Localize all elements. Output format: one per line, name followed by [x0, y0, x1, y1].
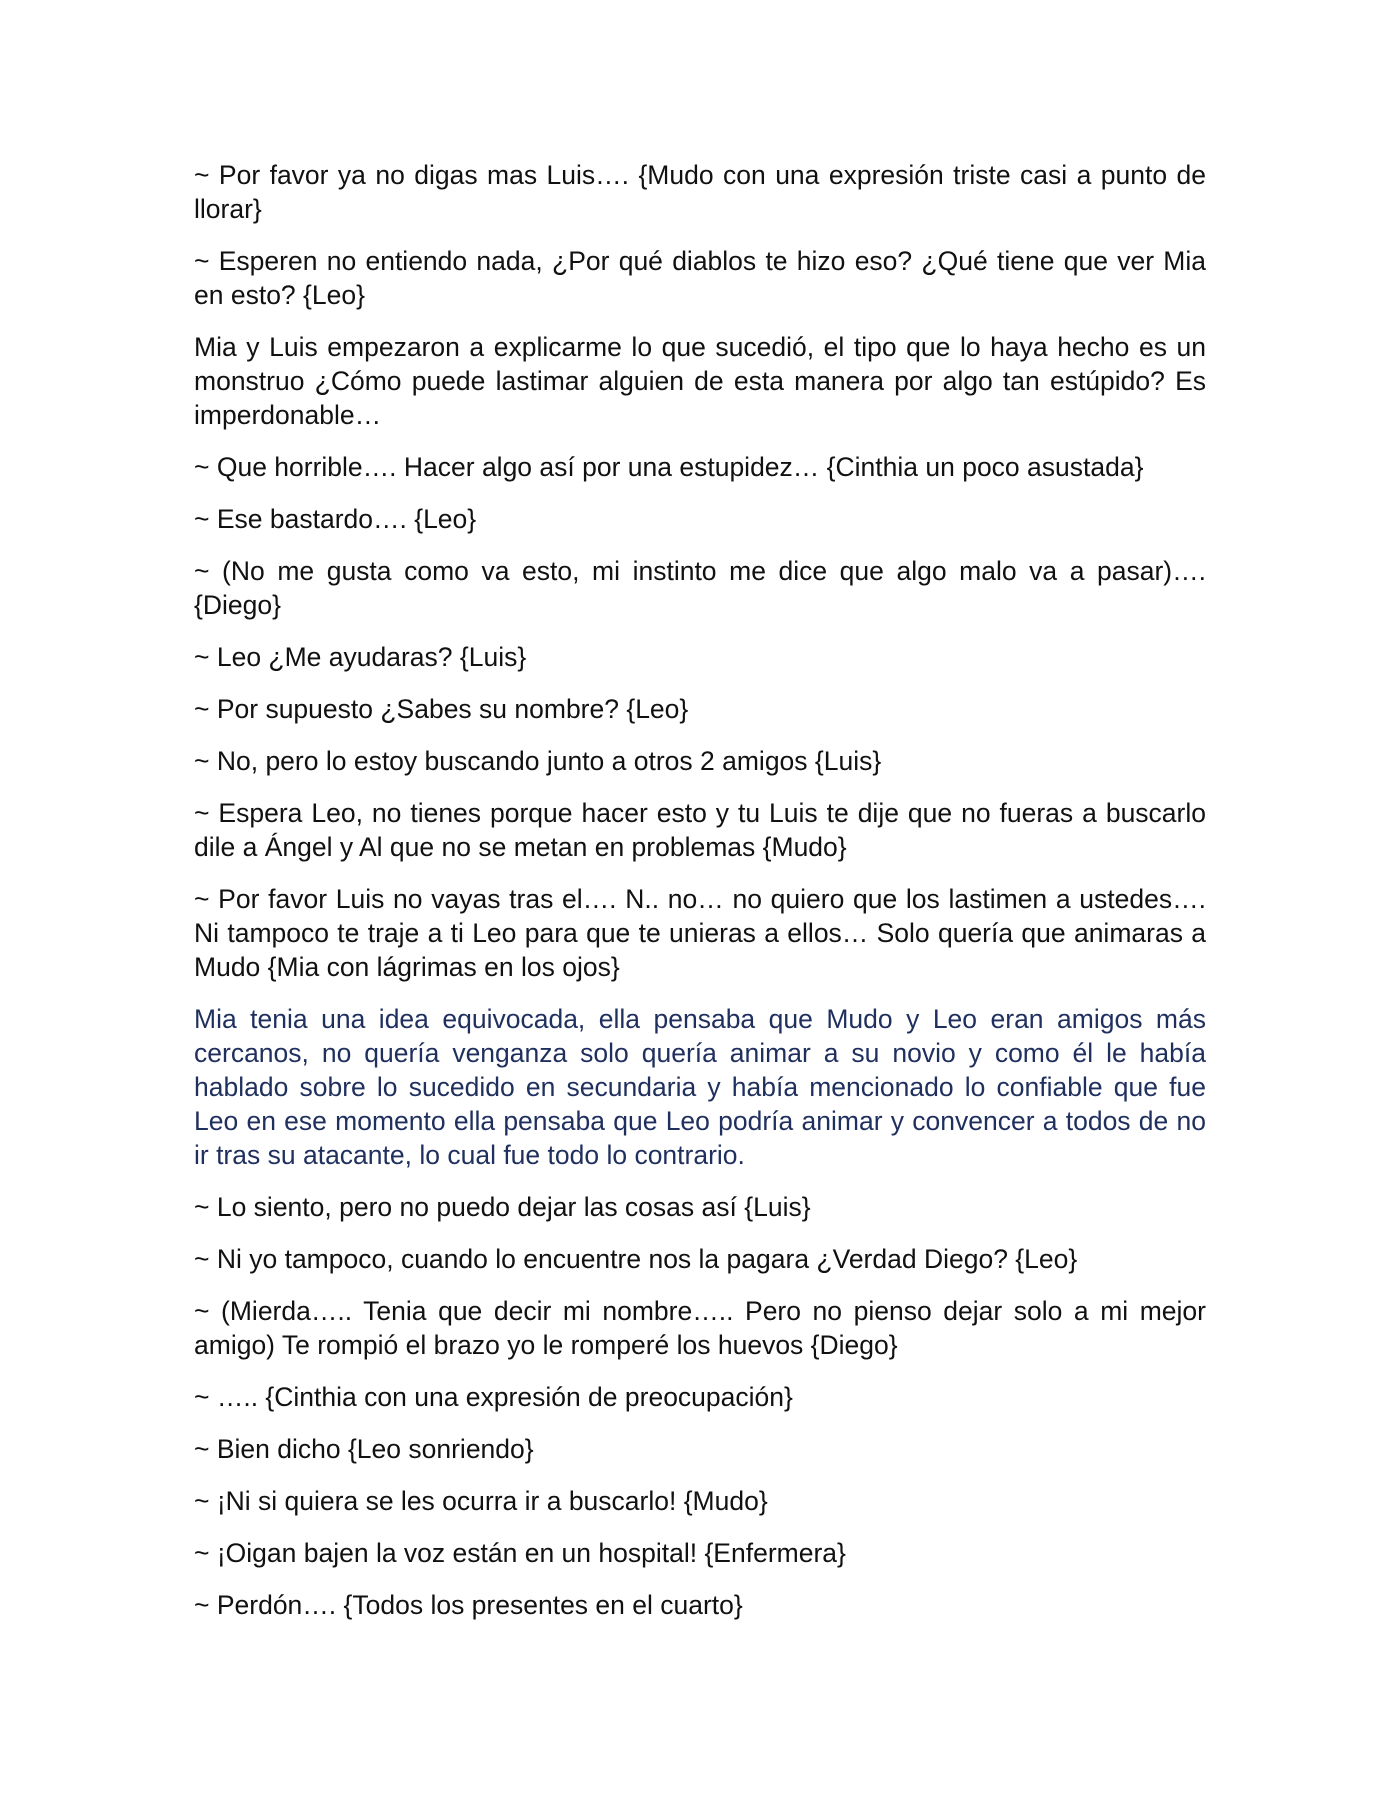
paragraph: ~ Por favor Luis no vayas tras el…. N.. no… no quiero que los lastimen a ustedes…. Ni tampoco te traje a ti Leo para que te unieras a ellos… Solo quería que animaras a Mudo {Mia con lágrimas en los ojos}	[194, 884, 1206, 982]
paragraph: ~ Por supuesto ¿Sabes su nombre? {Leo}	[194, 694, 689, 724]
paragraph: ~ Ese bastardo…. {Leo}	[194, 504, 477, 534]
paragraph: ~ (No me gusta como va esto, mi instinto me dice que algo malo va a pasar)…. {Diego}	[194, 556, 1206, 620]
paragraph: ~ ¡Ni si quiera se les ocurra ir a buscarlo! {Mudo}	[194, 1486, 768, 1516]
paragraph: ~ (Mierda….. Tenia que decir mi nombre….. Pero no pienso dejar solo a mi mejor amigo) Te rompió el brazo yo le romperé los huevos {Diego}	[194, 1296, 1206, 1360]
paragraph: ~ ¡Oigan bajen la voz están en un hospital! {Enfermera}	[194, 1538, 846, 1568]
paragraph: ~ No, pero lo estoy buscando junto a otros 2 amigos {Luis}	[194, 746, 882, 776]
paragraph: ~ Esperen no entiendo nada, ¿Por qué diablos te hizo eso? ¿Qué tiene que ver Mia en esto? {Leo}	[194, 246, 1206, 310]
paragraph: ~ Por favor ya no digas mas Luis…. {Mudo con una expresión triste casi a punto de llorar}	[194, 160, 1206, 224]
paragraph: ~ Lo siento, pero no puedo dejar las cosas así {Luis}	[194, 1192, 811, 1222]
paragraph: ~ Espera Leo, no tienes porque hacer esto y tu Luis te dije que no fueras a buscarlo dile a Ángel y Al que no se metan en problemas {Mudo}	[194, 798, 1206, 862]
paragraph: ~ Leo ¿Me ayudaras? {Luis}	[194, 642, 527, 672]
narrative-paragraph: Mia tenia una idea equivocada, ella pensaba que Mudo y Leo eran amigos más cercanos, no quería venganza solo quería animar a su novio y como él le había hablado sobre lo sucedido en secundaria y había mencionado lo confiable que fue Leo en ese momento ella pensaba que Leo podría animar y convencer a todos de no ir tras su atacante, lo cual fue todo lo contrario.	[194, 1004, 1206, 1170]
paragraph: ~ Ni yo tampoco, cuando lo encuentre nos la pagara ¿Verdad Diego? {Leo}	[194, 1244, 1078, 1274]
document-body	[194, 158, 1206, 1640]
paragraph: ~ Bien dicho {Leo sonriendo}	[194, 1434, 534, 1464]
paragraph: ~ Perdón…. {Todos los presentes en el cuarto}	[194, 1590, 743, 1620]
paragraph: ~ ….. {Cinthia con una expresión de preocupación}	[194, 1382, 793, 1412]
paragraph: Mia y Luis empezaron a explicarme lo que sucedió, el tipo que lo haya hecho es un monstruo ¿Cómo puede lastimar alguien de esta manera por algo tan estúpido? Es imperdonable…	[194, 332, 1206, 430]
paragraph: ~ Que horrible…. Hacer algo así por una estupidez… {Cinthia un poco asustada}	[194, 452, 1144, 482]
